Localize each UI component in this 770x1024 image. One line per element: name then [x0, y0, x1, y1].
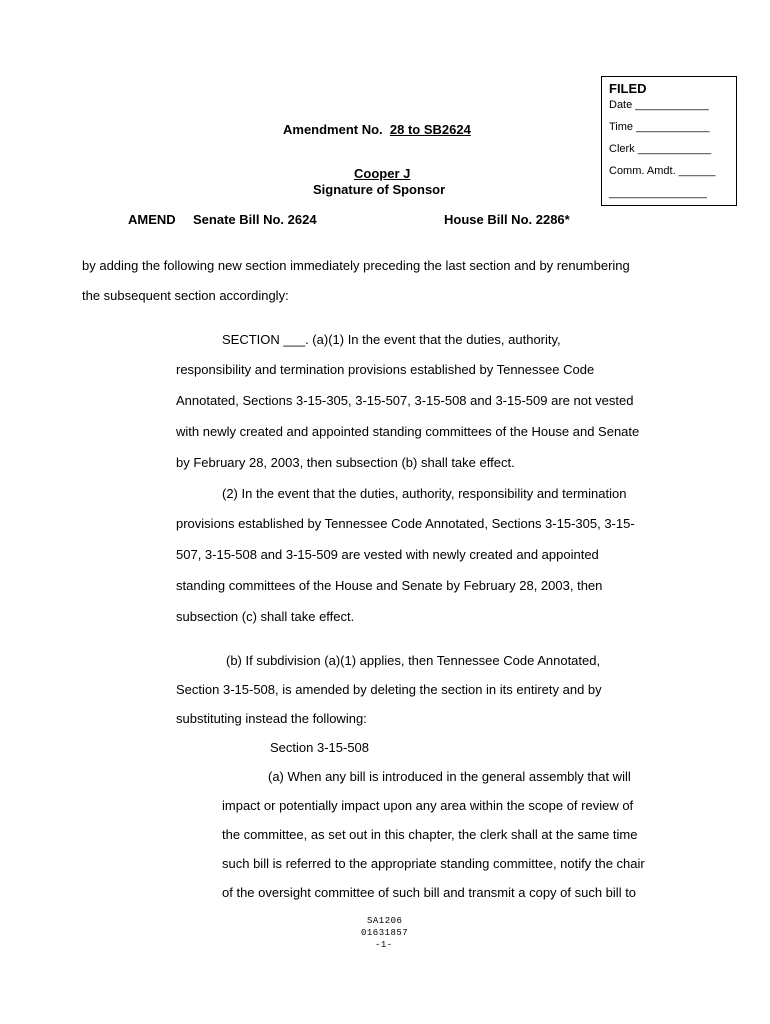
- section-b-line: (b) If subdivision (a)(1) applies, then Tennessee Code Annotated,: [226, 653, 601, 668]
- amendment-value: 28 to SB2624: [389, 122, 471, 137]
- section-a2-line: 507, 3-15-508 and 3-15-509 are vested with newly created and appointed: [176, 547, 599, 562]
- sub-a-line: the committee, as set out in this chapter, the clerk shall at the same time: [222, 827, 638, 842]
- sub-a-line: impact or potentially impact upon any area within the scope of review of: [222, 798, 634, 813]
- intro-line: the subsequent section accordingly:: [82, 288, 289, 303]
- sub-a-line: of the oversight committee of such bill and transmit a copy of such bill to: [222, 885, 637, 900]
- section-a1-line: responsibility and termination provisions established by Tennessee Code: [176, 362, 595, 377]
- house-bill-number: House Bill No. 2286*: [444, 212, 570, 227]
- senate-bill-number: Senate Bill No. 2624: [193, 212, 317, 227]
- intro-line: by adding the following new section immediately preceding the last section and by renumbering: [82, 258, 630, 273]
- sponsor-signature-label: Signature of Sponsor: [313, 182, 446, 197]
- filed-stamp-box: [601, 76, 737, 206]
- section-a2-line: provisions established by Tennessee Code Annotated, Sections 3-15-305, 3-15-: [176, 516, 635, 531]
- page-number: -1-: [375, 940, 393, 950]
- filed-title: FILED: [609, 81, 647, 96]
- section-a1-line: with newly created and appointed standing committees of the House and Senate: [176, 424, 640, 439]
- amend-label: AMEND: [128, 212, 176, 227]
- section-a1-line: by February 28, 2003, then subsection (b) shall take effect.: [176, 455, 515, 470]
- sub-section-heading: Section 3-15-508: [270, 740, 370, 755]
- filed-date-field: Date ____________: [609, 99, 709, 111]
- amendment-number: [283, 122, 471, 137]
- sub-a-line: such bill is referred to the appropriate standing committee, notify the chair: [222, 856, 645, 871]
- sub-a-line: (a) When any bill is introduced in the general assembly that will: [268, 769, 631, 784]
- filed-comm-amdt-field: Comm. Amdt. ______: [609, 165, 716, 177]
- section-a2-line: (2) In the event that the duties, authority, responsibility and termination: [222, 486, 627, 501]
- filed-clerk-field: Clerk ____________: [609, 143, 712, 155]
- section-b-line: substituting instead the following:: [176, 711, 367, 726]
- amendment-label: Amendment No.: [283, 122, 383, 137]
- section-a1-line: Annotated, Sections 3-15-305, 3-15-507, 3-15-508 and 3-15-509 are not vested: [176, 393, 634, 408]
- section-a1-line: SECTION ___. (a)(1) In the event that the duties, authority,: [222, 332, 561, 347]
- section-a2-line: standing committees of the House and Senate by February 28, 2003, then: [176, 578, 603, 593]
- footer-tracking-number: 01631857: [361, 928, 409, 938]
- sponsor-name: Cooper J: [354, 166, 411, 181]
- filed-blank-field: ________________: [609, 187, 707, 199]
- footer-document-code: SA1206: [367, 916, 403, 926]
- section-a2-line: subsection (c) shall take effect.: [176, 609, 355, 624]
- filed-time-field: Time ____________: [609, 121, 710, 133]
- section-b-line: Section 3-15-508, is amended by deleting the section in its entirety and by: [176, 682, 602, 697]
